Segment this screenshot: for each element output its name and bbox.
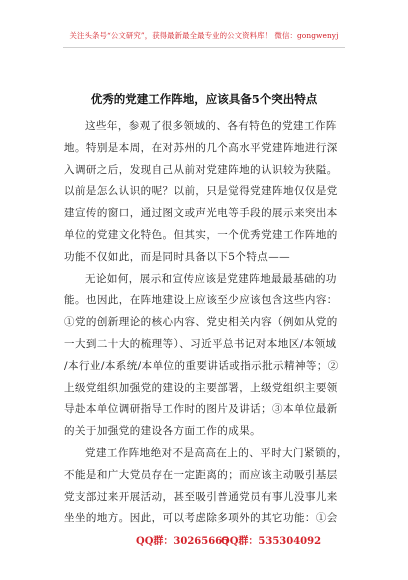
top-banner: 关注头条号“公文研究”，获得最新最全最专业的公文资料库！ 微信：gongwenyj — [69, 31, 339, 40]
paragraph-line: 这些年，参观了很多领域的、各有特色的党建工作阵 — [85, 120, 337, 132]
header-divider — [63, 47, 345, 48]
document-title: 优秀的党建工作阵地，应该具备5个突出特点 — [90, 92, 318, 106]
paragraph-line: 能。也因此，在阵地建设上应该至少应该包含这些内容： — [64, 294, 338, 307]
paragraph-3 — [64, 443, 346, 530]
paragraph-line: 不能是和广大党员存在一定距离的；而应该主动吸引基层 — [64, 468, 338, 481]
paragraph-line: 上级党组织加强党的建设的主要部署，上级党组织主要领 — [64, 381, 338, 394]
paragraph-line: ①党的创新理论的核心内容、党史相关内容（例如从党的 — [64, 316, 338, 329]
qq-group-1: QQ群：30265665 — [136, 536, 230, 547]
document-body — [64, 116, 346, 530]
paragraph-line: 坐坐的地方。因此，可以考虑除多项外的其它功能：①会 — [64, 512, 338, 525]
paragraph-line: 党建工作阵地绝对不是高高在上的、平时大门紧锁的， — [85, 446, 348, 459]
paragraph-1 — [64, 116, 346, 269]
paragraph-line: 党支部过来开展活动，甚至吸引普通党员有事儿没事儿来 — [64, 490, 338, 503]
page-footer — [0, 532, 408, 546]
paragraph-line: 建宣传的窗口，通过图文或声光电等手段的展示来突出本 — [64, 207, 338, 220]
paragraph-line: 的关于加强党的建设各方面工作的成果。 — [64, 425, 262, 438]
paragraph-line: 单位的党建文化特色。但其实，一个优秀党建工作阵地的 — [64, 228, 338, 241]
qq-group-2: QQ群：535304092 — [221, 536, 322, 547]
paragraph-line: 功能不仅如此，而是同时具备以下5个特点—— — [64, 250, 291, 263]
paragraph-line: /本行业/本系统/本单位的重要讲话或指示批示精神等；② — [64, 359, 339, 372]
paragraph-2 — [64, 269, 346, 443]
paragraph-line: 导赴本单位调研指导工作时的图片及讲话；③本单位最新 — [64, 403, 338, 416]
paragraph-line: 无论如何，展示和宣传应该是党建阵地最最基础的功 — [85, 272, 337, 285]
paragraph-line: 一大到二十大的梳理等）、习近平总书记对本地区/本领域 — [64, 337, 337, 350]
paragraph-line: 地。特别是本周，在对苏州的几个高水平党建阵地进行深 — [64, 141, 338, 154]
paragraph-line: 以前是怎么认识的呢？以前，只是觉得党建阵地仅仅是党 — [64, 185, 338, 198]
paragraph-line: 入调研之后，发现自己从前对党建阵地的认识较为狭隘。 — [64, 163, 338, 176]
